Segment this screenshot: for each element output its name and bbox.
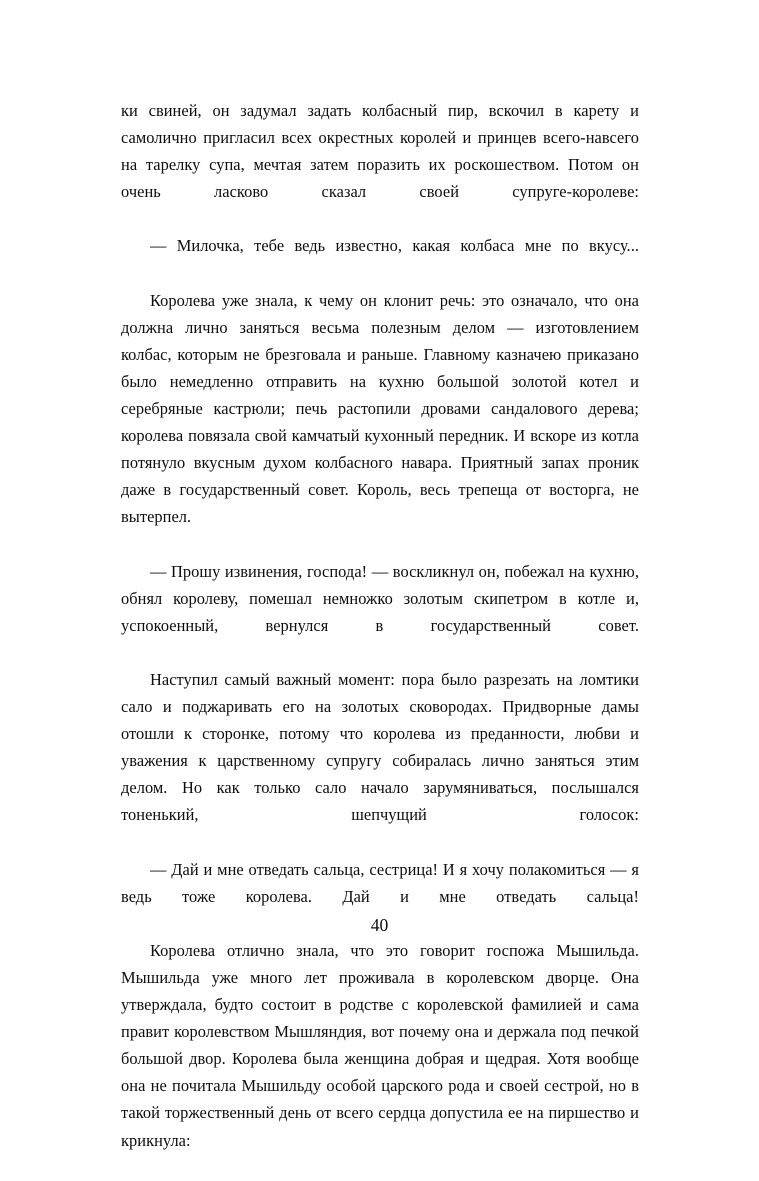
paragraph: — Милочка, тебе ведь известно, какая колбаса мне по вкусу... bbox=[150, 236, 639, 256]
paragraph: — Дай и мне отведать сальца, сестрица! И я хочу полакомиться — я ведь тоже королева. Дай и мне отведать сальца! bbox=[121, 859, 639, 906]
page-number: 40 bbox=[370, 915, 389, 935]
paragraph: Королева отлично знала, что это говорит госпожа Мышильда. Мышильда уже много лет проживала в королевском дворце. Она утверждала, будто состоит в родстве с королевской фамилией и сама правит королевством Мышляндия, вот почему она и держала под печкой большой двор. Королева была женщина добрая и щедрая. Хотя вообще она не почитала Мышильду особой царского рода и своей сестрой, но в такой торжественный день от всего сердца допустила ее на пиршество и крикнула: bbox=[121, 940, 639, 1150]
page-body-text bbox=[121, 97, 639, 1181]
paragraph: ки свиней, он задумал задать колбасный пир, вскочил в карету и самолично пригласил всех окрестных королей и принцев всего-навсего на тарелку супа, мечтая затем поразить их роскошеством. Потом он очень ласково сказал своей супруге-королеве: bbox=[121, 101, 639, 202]
paragraph: — Прошу извинения, господа! — воскликнул он, побежал на кухню, обнял королеву, помешал немножко золотым скипетром в котле и, успокоенный, вернулся в государственный совет. bbox=[121, 561, 639, 635]
paragraph: Наступил самый важный момент: пора было разрезать на ломтики сало и поджаривать его на золотых сковородах. Придворные дамы отошли к сторонке, потому что королева из преданности, любви и уважения к царственному супругу собиралась лично заняться этим делом. Но как только сало начало зарумяниваться, послышался тоненький, шепчущий голосок: bbox=[121, 669, 639, 825]
paragraph: Королева уже знала, к чему он клонит речь: это означало, что она должна лично заняться весьма полезным делом — изготовлением колбас, которым не брезговала и раньше. Главному казначею приказано было немедленно отправить на кухню большой золотой котел и серебряные кастрюли; печь растопили дровами сандалового дерева; королева повязала свой камчатый кухонный передник. И вскоре из котла потянуло вкусным духом колбасного навара. Приятный запах проник даже в государственный совет. Король, весь трепеща от восторга, не вытерпел. bbox=[121, 290, 639, 527]
